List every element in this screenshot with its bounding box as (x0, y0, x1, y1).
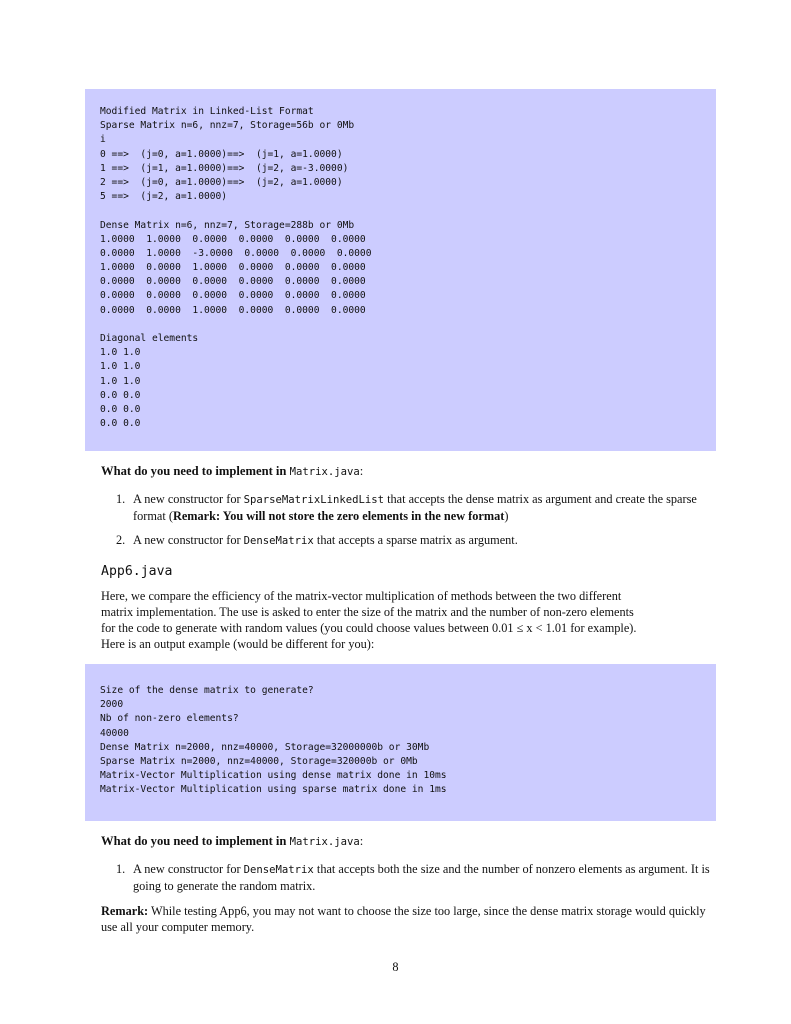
code-class-name: DenseMatrix (243, 535, 314, 547)
heading-colon: : (359, 834, 364, 848)
code-line: 0.0 0.0 (100, 418, 141, 430)
text-end: ) (504, 509, 509, 523)
code-line: 0.0000 0.0000 0.0000 0.0000 0.0000 0.0000 (100, 290, 366, 302)
code-line: Diagonal elements (100, 333, 199, 344)
section-heading-implement-2 (101, 834, 363, 849)
heading-code-text: Matrix.java (289, 466, 360, 478)
code-line: Nb of non-zero elements? (100, 713, 239, 725)
page-number: 8 (392, 960, 399, 974)
text-pre: A new constructor for (133, 862, 241, 876)
code-class-name: DenseMatrix (243, 864, 314, 876)
list-number: 1. (116, 492, 126, 506)
code-line: Matrix-Vector Multiplication using dense matrix done in 10ms (100, 770, 447, 782)
code-line: Sparse Matrix n=2000, nnz=40000, Storage=320000b or 0Mb (100, 755, 418, 767)
paragraph-line: for the code to generate with random values (you could choose values between 0.01 ≤ x < 1.01 for example). (101, 621, 637, 635)
list-item-2 (116, 532, 711, 549)
list-item-dense-constructor (116, 861, 711, 894)
heading-colon: : (359, 464, 364, 478)
list-text (133, 861, 711, 894)
heading-bold-text: What do you need to implement in (101, 464, 287, 478)
code-line (100, 204, 716, 218)
text-post: that accepts both the size and the number of nonzero elements as argument. It is going to generate the random matrix. (133, 862, 710, 893)
code-line: Modified Matrix in Linked-List Format (100, 106, 314, 117)
code-line: i (100, 134, 106, 146)
list-text (133, 491, 711, 524)
code-line: 2 ==> (j=0, a=1.0000)==> (j=2, a=1.0000) (100, 176, 343, 188)
remark-bold: Remark: You will not store the zero elements in the new format (172, 509, 505, 523)
code-line: Size of the dense matrix to generate? (100, 685, 314, 696)
list-text (133, 532, 711, 549)
heading-code-text: Matrix.java (289, 836, 360, 848)
app6-paragraph (101, 588, 711, 652)
remark-text: While testing App6, you may not want to choose the size too large, since the dense matrix storage would quickly use all your computer memory. (101, 904, 706, 934)
code-line: 2000 (100, 699, 124, 711)
code-line: 1.0 1.0 (100, 375, 141, 387)
section-heading-implement-1 (101, 464, 363, 479)
text-pre: A new constructor for (133, 533, 241, 547)
list-number: 1. (116, 862, 126, 876)
code-line: 0.0000 0.0000 0.0000 0.0000 0.0000 0.0000 (100, 276, 366, 288)
code-line: 5 ==> (j=2, a=1.0000) (100, 191, 228, 203)
code-line: Matrix-Vector Multiplication using sparse matrix done in 1ms (100, 784, 447, 796)
code-line: 40000 (100, 727, 129, 739)
code-line: Dense Matrix n=6, nnz=7, Storage=288b or 0Mb (100, 219, 355, 231)
text-pre: A new constructor for (133, 492, 241, 506)
code-line: 1 ==> (j=1, a=1.0000)==> (j=2, a=-3.0000) (100, 162, 349, 174)
code-class-name: SparseMatrixLinkedList (243, 494, 384, 506)
code-line: 0.0 0.0 (100, 403, 141, 415)
list-number: 2. (116, 533, 126, 547)
code-line: 0 ==> (j=0, a=1.0000)==> (j=1, a=1.0000) (100, 148, 343, 160)
paragraph-line: matrix implementation. The use is asked to enter the size of the matrix and the number of non-zero elements (101, 605, 634, 619)
section-title-app6: App6.java (101, 564, 173, 579)
code-line: 1.0 1.0 (100, 361, 141, 373)
paragraph-line: Here is an output example (would be different for you): (101, 637, 375, 651)
code-line: Sparse Matrix n=6, nnz=7, Storage=56b or 0Mb (100, 120, 355, 132)
code-line (100, 318, 716, 332)
code-line: 0.0000 0.0000 1.0000 0.0000 0.0000 0.0000 (100, 304, 366, 316)
code-line: 0.0000 1.0000 -3.0000 0.0000 0.0000 0.0000 (100, 247, 372, 259)
remark-label: Remark: (101, 904, 149, 918)
code-line: 1.0000 0.0000 1.0000 0.0000 0.0000 0.0000 (100, 262, 366, 274)
code-block-output-1 (85, 89, 716, 451)
code-line: 1.0 1.0 (100, 347, 141, 359)
remark-paragraph (101, 903, 711, 935)
text-post: that accepts the dense matrix as argument and create the sparse format ( (133, 492, 697, 523)
paragraph-line: Here, we compare the efficiency of the matrix-vector multiplication of methods between the two different (101, 589, 622, 603)
list-item-1 (116, 491, 711, 524)
code-line: 0.0 0.0 (100, 389, 141, 401)
text-post: that accepts a sparse matrix as argument. (316, 533, 518, 547)
heading-bold-text: What do you need to implement in (101, 834, 287, 848)
code-line: Dense Matrix n=2000, nnz=40000, Storage=32000000b or 30Mb (100, 741, 430, 753)
code-block-output-2 (85, 664, 716, 821)
code-line: 1.0000 1.0000 0.0000 0.0000 0.0000 0.0000 (100, 233, 366, 245)
